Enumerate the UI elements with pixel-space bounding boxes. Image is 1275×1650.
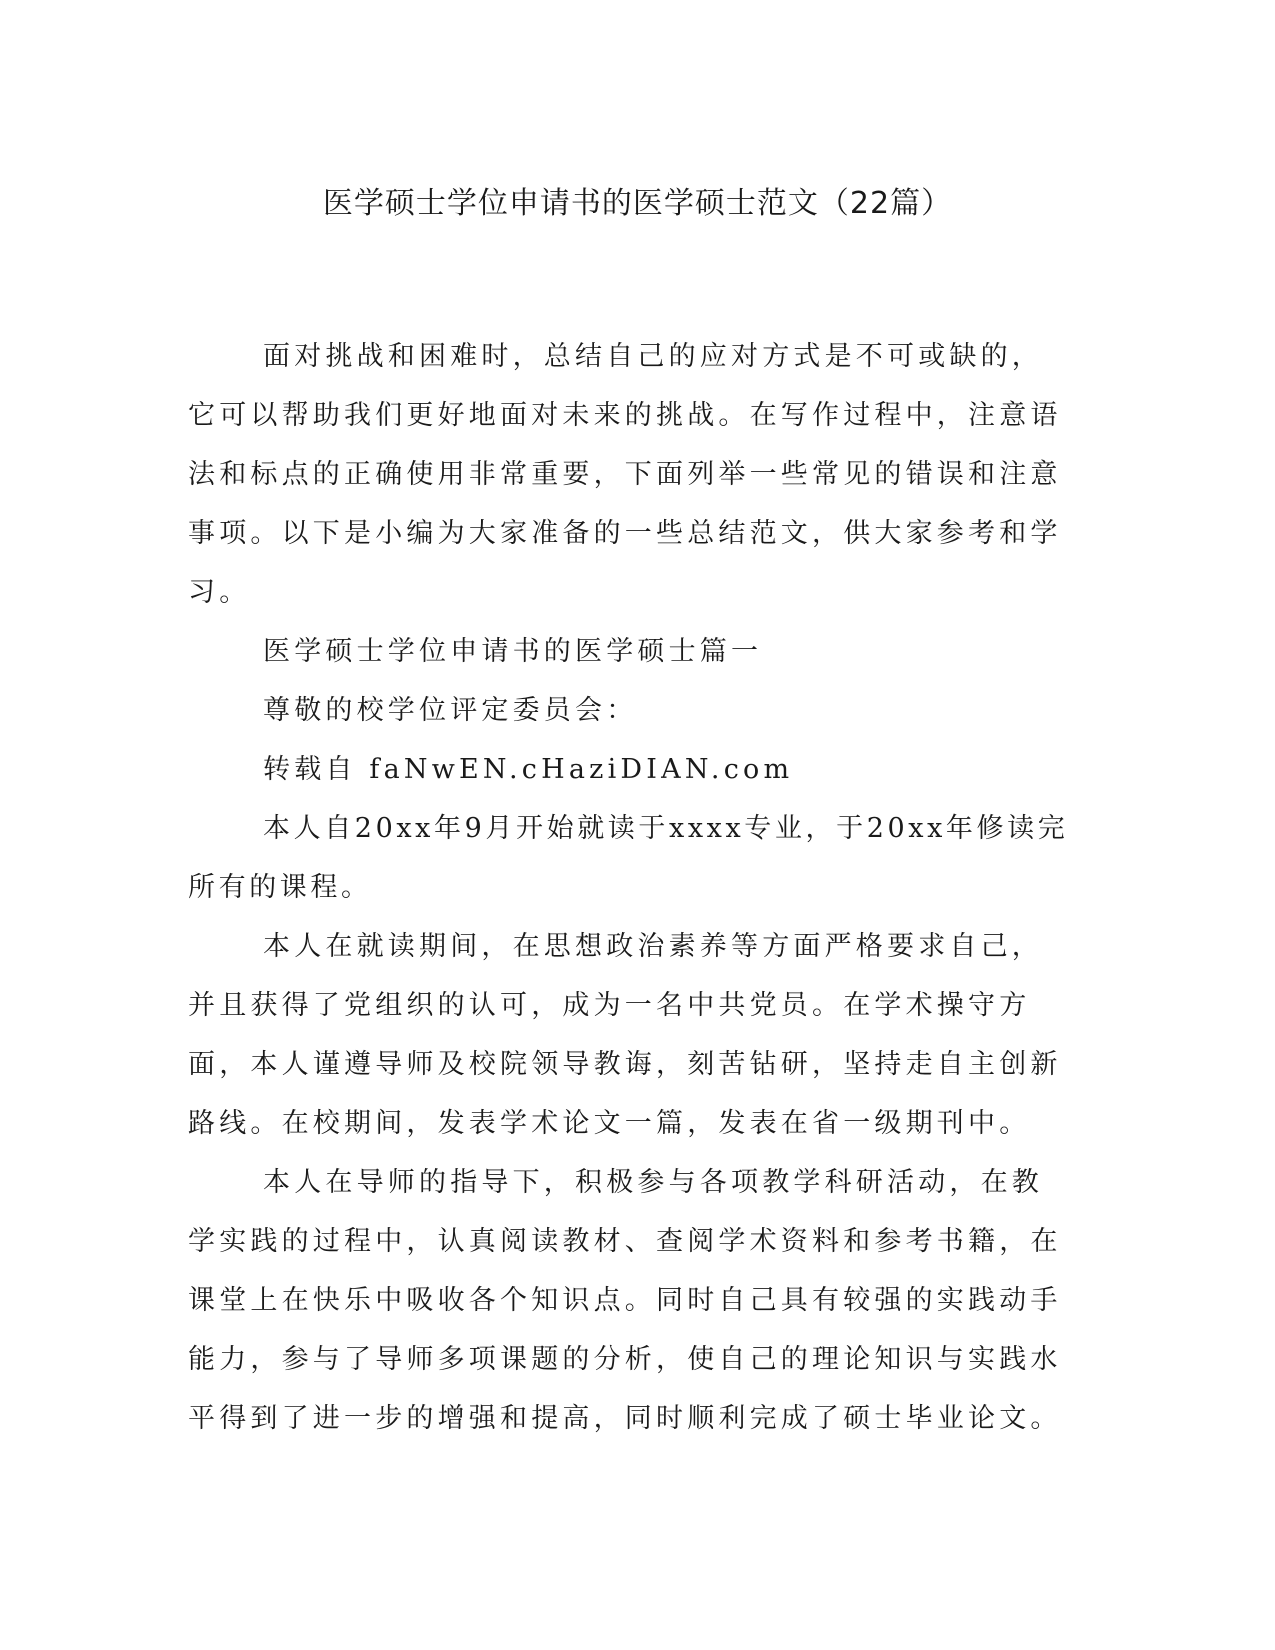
body-paragraph: 本人在导师的指导下，积极参与各项教学科研活动，在教学实践的过程中，认真阅读教材、查阅学术资料和参考书籍，在课堂上在快乐中吸收各个知识点。同时自己具有较强的实践动手能力，参与了导师多项课题的分析，使自己的理论知识与实践水平得到了进一步的增强和提高，同时顺利完成了硕士毕业论文。 [188, 1167, 1062, 1434]
source-note: 转载自 faNwEN.cHaziDIAN.com [263, 754, 794, 785]
document-title: 医学硕士学位申请书的医学硕士范文（22篇） [322, 186, 953, 221]
body-paragraph: 本人在就读期间，在思想政治素养等方面严格要求自己，并且获得了党组织的认可，成为一名中共党员。在学术操守方面，本人谨遵导师及校院领导教诲，刻苦钻研，坚持走自主创新路线。在校期间，发表学术论文一篇，发表在省一级期刊中。 [188, 931, 1062, 1139]
intro-paragraph: 面对挑战和困难时，总结自己的应对方式是不可或缺的，它可以帮助我们更好地面对未来的挑战。在写作过程中，注意语法和标点的正确使用非常重要，下面列举一些常见的错误和注意事项。以下是小编为大家准备的一些总结范文，供大家参考和学习。 [188, 341, 1062, 608]
section-heading: 医学硕士学位申请书的医学硕士篇一 [263, 636, 763, 667]
salutation: 尊敬的校学位评定委员会： [263, 695, 638, 726]
document-body [188, 327, 1070, 1448]
body-paragraph: 本人自20xx年9月开始就读于xxxx专业，于20xx年修读完所有的课程。 [188, 813, 1069, 903]
